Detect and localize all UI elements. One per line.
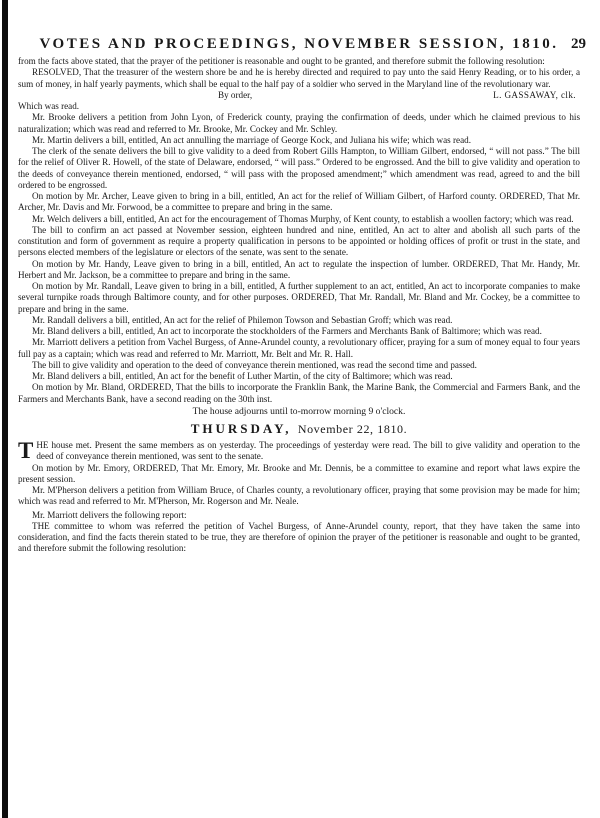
paragraph: Mr. Bland delivers a bill, entitled, An act for the benefit of Luther Martin, of the city of Baltimore; which was read. xyxy=(32,371,453,381)
paragraph xyxy=(18,440,580,463)
paragraph: On motion by Mr. Archer, Leave given to bring in a bill, entitled, An act for the relief of William Gilbert, of Harford county. ORDERED, That Mr. Archer, Mr. Davis and Mr. Forwood, be a committee to prepare and bring in the same. xyxy=(18,191,580,213)
paragraph: On motion by Mr. Handy, Leave given to bring in a bill, entitled, An act to regulate the inspection of lumber. ORDERED, That Mr. Handy, Mr. Herbert and Mr. Jackson, be a committee to prepare and bring in the same. xyxy=(18,258,580,280)
document-page xyxy=(18,34,586,555)
date-heading-day: THURSDAY, xyxy=(190,421,292,436)
paragraph: Mr. Martin delivers a bill, entitled, An act annulling the marriage of George Kock, and Juliana his wife; which was read. xyxy=(32,134,471,145)
signature-line xyxy=(18,90,580,101)
resolution-paragraph: RESOLVED, That the treasurer of the western shore be and he is hereby directed and required to pay unto the said Henry Reading, or to his order, a sum of money, in half yearly payments, which shall be equal to the half pay of a soldier who served in the Maryland line of the revolutionary war. xyxy=(18,67,580,89)
running-head: VOTES AND PROCEEDINGS, NOVEMBER SESSION, 1810. xyxy=(39,36,559,52)
date-heading xyxy=(18,420,580,438)
page-binding-edge xyxy=(2,0,8,818)
page-header xyxy=(18,34,586,56)
paragraph: On motion by Mr. Bland, ORDERED, That the bills to incorporate the Franklin Bank, the Marine Bank, the Commercial and Farmers Bank, and the Farmers and Merchants Bank, have a second reading on the 30th inst. xyxy=(18,382,580,404)
paragraph: Mr. Bland delivers a bill, entitled, An act to incorporate the stockholders of the Farmers and Merchants Bank of Baltimore; which was read. xyxy=(32,326,542,336)
paragraph: The bill to confirm an act passed at November session, eighteen hundred and nine, entitled, An act to alter and abolish all such parts of the constitution and form of government as require a property qualification in persons to be appointed or holding offices of profit or trust in the state, and persons elected members of the legislature or electors of the senate, was sent to the senate. xyxy=(18,224,580,258)
report-paragraph: THE committee to whom was referred the petition of Vachel Burgess, of Anne-Arundel county, report, that they have taken the same into consideration, and find the facts therein stated to be true, they are therefore of opinion the prayer of the petitioner is reasonable and ought to be granted, and therefore submit the following resolution: xyxy=(18,520,580,554)
paragraph: from the facts above stated, that the prayer of the petitioner is reasonable and ought to be granted, and therefore submit the following resolution: xyxy=(18,56,545,66)
paragraph: Mr. Brooke delivers a petition from John Lyon, of Frederick county, praying the confirmation of deeds, under which he claimed previous to his naturalization; which was read and referred to Mr. Brooke, Mr. Cockey and Mr. Schley. xyxy=(18,112,580,134)
paragraph-text: HE house met. Present the same members as on yesterday. The proceedings of yesterday were read. The bill to give validity and operation to the deed of conveyance therein mentioned, was sent to the senate. xyxy=(36,440,580,462)
paragraph: Mr. M'Pherson delivers a petition from William Bruce, of Charles county, a revolutionary officer, praying that some provision may be made for him; which was read and referred to Mr. M'Pherson, Mr. Rogerson and Mr. Neale. xyxy=(18,485,580,507)
date-heading-date: November 22, 1810. xyxy=(297,422,408,436)
paragraph: Mr. Randall delivers a bill, entitled, An act for the relief of Philemon Towson and Sebastian Groff; which was read. xyxy=(32,314,453,325)
body-text xyxy=(18,56,580,555)
paragraph: On motion by Mr. Randall, Leave given to bring in a bill, entitled, A further supplement to an act, entitled, An act to incorporate companies to make several turnpike roads through Baltimore county, and for other purposes. ORDERED, That Mr. Randall, Mr. Bland and Mr. Cockey, be a committee to prepare and bring in the same. xyxy=(18,281,580,314)
drop-cap: T xyxy=(18,438,34,463)
paragraph: The bill to give validity and operation to the deed of conveyance therein mentioned, was read the second time and passed. xyxy=(32,359,477,370)
adjournment-line: The house adjourns until to-morrow morning 9 o'clock. xyxy=(192,405,406,417)
paragraph: On motion by Mr. Emory, ORDERED, That Mr. Emory, Mr. Brooke and Mr. Dennis, be a committee to examine and report what laws expire the present session. xyxy=(18,462,580,484)
page-number: 29 xyxy=(571,36,586,52)
by-order: By order, xyxy=(218,89,253,100)
paragraph: The clerk of the senate delivers the bill to give validity to a deed from Robert Gills Hampton, to William Gilbert, endorsed, “ will not pass.” The bill for the relief of Oliver R. Howell, of the state of Delaware, endorsed, “ will pass.” Ordered to be engrossed. And the bill to give validity and operation to the deeds of conveyance therein mentioned, endorsed, “ will pass with the proposed amendment;” which amendment was read, agreed to and the bill ordered to be engrossed. xyxy=(18,146,580,190)
paragraph: Mr. Marriott delivers the following report: xyxy=(32,509,187,520)
paragraph: Mr. Welch delivers a bill, entitled, An act for the encouragement of Thomas Murphy, of Kent county, to establish a woollen factory; which was read. xyxy=(32,213,574,224)
paragraph: Mr. Marriott delivers a petition from Vachel Burgess, of Anne-Arundel county, a revolutionary officer, praying for a sum of money equal to four years full pay as a captain; which was read and referred to Mr. Marriott, Mr. Belt and Mr. R. Hall. xyxy=(18,337,580,359)
clerk-signature: L. GASSAWAY, clk. xyxy=(493,89,576,100)
paragraph: Which was read. xyxy=(18,101,80,111)
